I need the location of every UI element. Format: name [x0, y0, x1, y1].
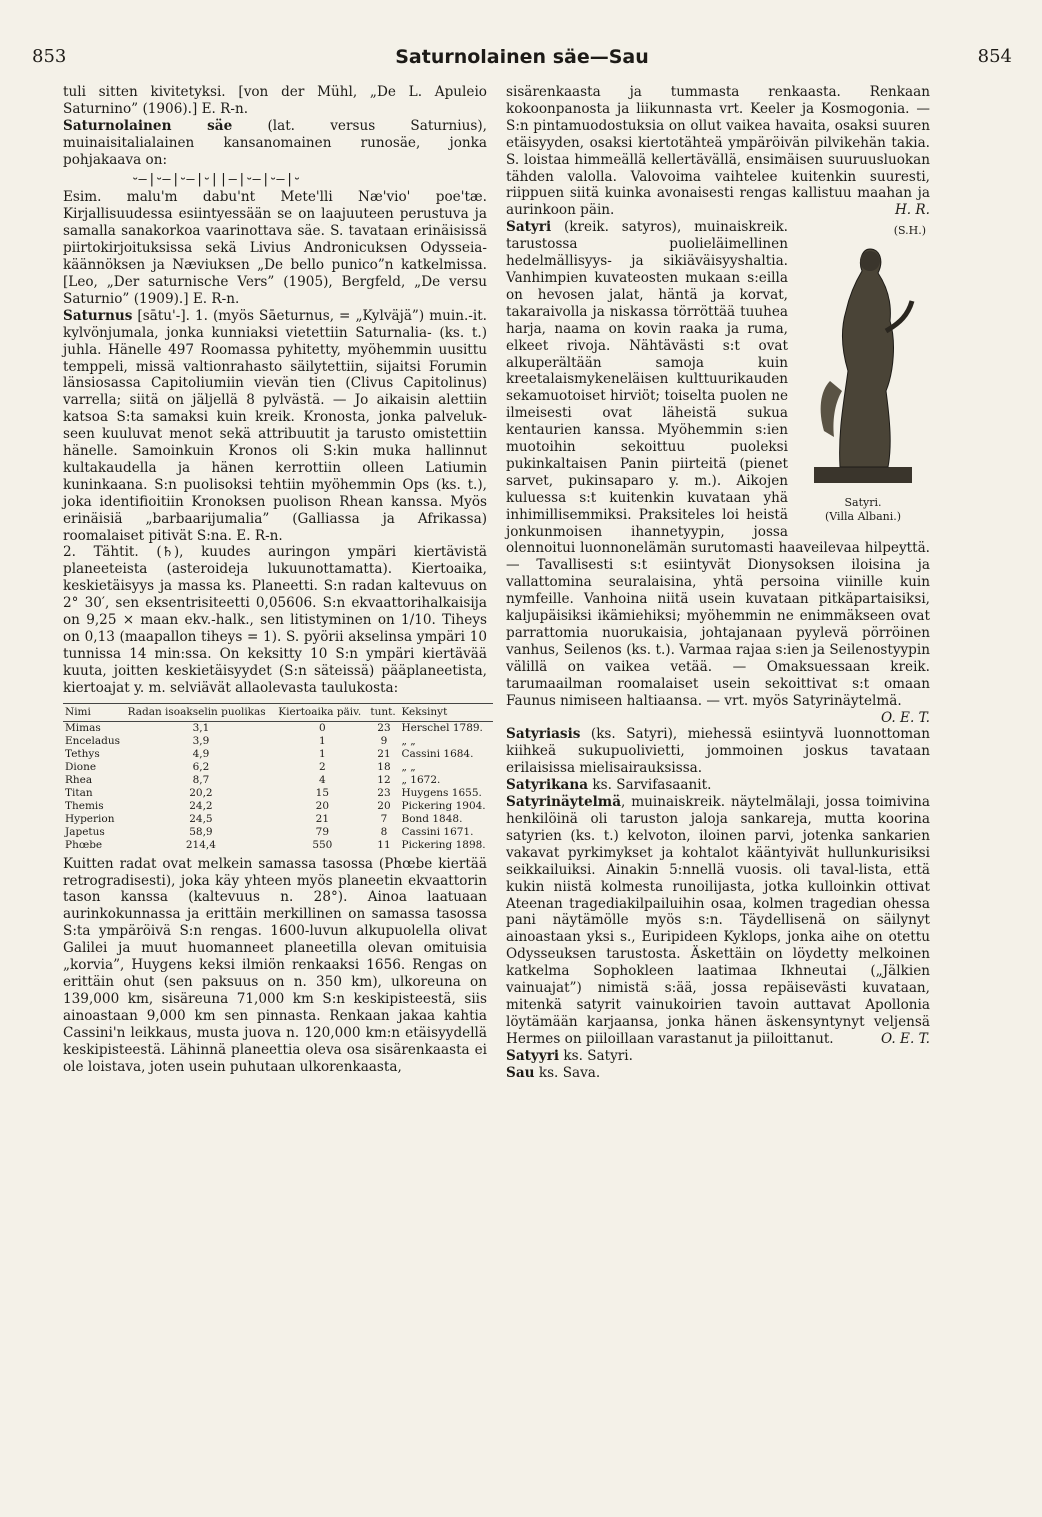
meter-scheme: ⏑–|⏑–|⏑–|⏑||–|⏑–|⏑–|⏑: [133, 170, 301, 187]
table-cell: 7: [380, 812, 388, 825]
table-cell: 21: [377, 747, 391, 760]
entry-text: , muinaiskreik. näytelmälaji, jossa toimivina henkilöinä oli taruston jaloja sankareja, mutta koorina satyrien (ks. t.) kelvoton, iloinen parvi, jotenka sankarien vakavat pyrkimykset ja kohtalot kääntyivät hullunkurisiksi seikkailuiksi. Ainakin 5:nnellä vuosis. oli taval-lista, että kukin niistä kolmesta runoilijasta, jotka kulloinkin ottivat Ateenan tragediakilpailuihin osaa, kolmen tragedian ohessa pani näytämölle myös s:n. Täydellisenä on säilynyt ainoastaan yksi s., Euripideen Kyklops, jonka aihe on otettu Odysseuksen tarustosta. Äskettäin on löydetty melkoinen katkelma Sophokleen laatimaa Ikhneutai („Jälkien vainuajat”) nimistä s:ää, jossa repäisevästi kuvataan, mitenkä satyrit vainukoirien tavoin auttavat Apollonia löytämään karjaansa, jonka hänen äskensyntynyt veljensä Hermes on piiloillaan varastanut ja piiloittanut.: [506, 794, 930, 1047]
table-cell: Huygens 1655.: [401, 786, 482, 799]
entry-headword: Satyrikana: [506, 777, 589, 794]
left-column: [63, 84, 487, 1075]
running-title: Saturnolainen säe—Sau: [395, 46, 649, 68]
table-header-row: [63, 703, 493, 721]
entry-text: (lat. versus Saturnius), muinaisitalialainen kansanomainen runosäe, jonka pohjakaava on:: [63, 117, 488, 168]
entry-sau: [506, 1065, 930, 1082]
table-cell: 9: [380, 734, 388, 747]
col-header-name: Nimi: [63, 703, 126, 721]
table-cell: Rhea: [65, 773, 93, 786]
table-cell: Pickering 1904.: [401, 799, 486, 812]
author-signature: O. E. T.: [881, 1030, 930, 1047]
table-cell: 20: [315, 799, 330, 812]
table-cell: Themis: [65, 799, 104, 812]
page-number-left: 853: [32, 46, 67, 67]
table-row: [63, 748, 493, 761]
table-row: [63, 774, 493, 787]
table-row: [63, 787, 493, 800]
table-row: [63, 735, 493, 748]
right-column: [506, 84, 930, 1081]
statue-head: [860, 251, 880, 271]
paragraph: Esim. malu'm dabu'nt Mete'lli Næ'vio' poe'tæ. Kirjallisuudessa esiintyessään se on laajuuteen perustuva ja samalla sanakorkoa vaarinottava säe. S. tavataan erinäisissä piirtokirjoituksissa sekä Livius Andronicuksen Odysseia-käännöksen ja Næviuksen „De bello punico”n katkelmissa. [Leo, „Der saturnische Vers” (1905), Bergfeld, „De versu Saturnio” (1909).] E. R-n.: [63, 189, 487, 307]
entry-satyrikana: [506, 777, 930, 794]
paragraph-text: sisärenkaasta ja tummasta renkaasta. Renkaan kokoonpanosta ja liikunnasta vrt. Keeler ja Kosmogonia. — S:n pintamuodostuksia on ollut vaikea havaita, osaksi suuren etäisyyden, osaksi kiertotähteä ympäröivän pilvikehän takia. S. loistaa himmeällä kellertävällä, ensimäisen suuruusluokan tähden valolla. Valovoima vaihtelee kuitenkin suuresti, riippuen siitä kuinka avonaisesti rengas kallistuu maahan ja aurinkoon päin.: [506, 84, 930, 219]
col-header-discoverer: Keksinyt: [400, 703, 494, 721]
entry-text: (kreik. satyros), muinaiskreik. tarustossa puolieläimellinen hedelmällisyys- ja sikiäväisyyshaltia. Vanhimpien kuvateosten mukaan s:eilla on hevosen jalat, häntä ja korvat, takaraivolla ja niskassa törröttää tuuhea harja, naama on kovin raaka ja ruma, elkeet rivoja. Nähtävästi s:t ovat alkuperältään samoja kuin kreetalaismykeneläisen kulttuurikauden sekamuotoiset hirviöt; toiselta puolen ne ilmeisesti ovat läheistä sukua kentaurien kanssa. Myöhemmin s:ien muotoihin sekoittuu puoleksi pukinkaltaisen Panin piirteitä (pienet sarvet, pukinsaparo y. m.). Aikojen kuluessa s:t kuitenkin kuvataan yhä inhimillisemmiksi. Praksiteles loi heistä jonkunmoisen ihannetyypin, jossa olennoitui luonnonelämän surutomasti haaveilevaa hilpeyttä. — Tavallisesti s:t esiintyvät Dionysoksen iloisina ja vallattomina seuralaisina, yhtä persoina viinille kuin nymfeille. Vanhoina niitä usein kuvataan pitkäpartaisiksi, kaljupäisiksi ikämiehiksi; myöhemmin ne enimmäkseen ovat parrattomia nuorukaisia, johtajanaan pyylevä pörröinen vanhus, Seilenos (ks. t.). Varmaa rajaa s:ien ja Seilenostyypin välillä on vaikea vetää. — Omaksuessaan kreik. tarumaailman roomalaiset usein sekoittivat s:t omaan Faunus nimiseen haltiaansa. — vrt. myös Satyrinäytelmä.: [506, 219, 930, 709]
table-cell: Tethys: [65, 747, 100, 760]
table-cell: Pickering 1898.: [401, 838, 486, 851]
table-cell: 3,1: [192, 721, 210, 734]
entry-text: [sātu'-]. 1. (myös Sāeturnus, = „Kylväjä”) muin.-it. kylvönjumala, jonka kunniaksi vietettiin Saturnalia- (ks. t.) juhla. Hänelle 497 Roomassa pyhitetty, myöhemmin uusittu temppeli, missä valtionrahasto säilytettiin, sijaitsi Forumin länsiosassa Capitoliumiin vievän tien (Clivus Capitolinus) varrella; siitä on jäljellä 8 pylvästä. — Jo aikaisin alettiin katsoa S:ta samaksi kuin kreik. Kronosta, jonka palveluk-seen kuuluvat menot sekä attribuutit ja tarusto omistettiin hänelle. Samoinkuin Kronos oli S:kin muka hallinnut kultakaudella ja hänen kerrottiin olleen Latiumin kuninkaana. S:n puolisoksi tehtiin myöhemmin Ops (ks. t.), joka identifioitiin Kronoksen puolison Rhean kanssa. Myös erinäisiä „barbaarijumalia” (Galliassa ja Afrikassa) roomalaiset pitivät S:na. E. R-n.: [63, 307, 487, 544]
figure-caption-source: (Villa Albani.): [824, 510, 902, 524]
table-cell: 3,9: [192, 734, 210, 747]
page-header: [32, 46, 1012, 74]
table-cell: 4,9: [192, 747, 210, 760]
col-header-hours: tunt.: [368, 703, 399, 721]
table-cell: 1: [319, 747, 326, 760]
table-cell: Cassini 1671.: [401, 825, 474, 838]
entry-text: ks. Sava.: [538, 1064, 601, 1081]
table-cell: 12: [377, 773, 391, 786]
table-cell: 4: [319, 773, 326, 786]
table-cell: Dione: [65, 760, 97, 773]
table-cell: Bond 1848.: [401, 812, 463, 825]
satyr-statue-illustration: [800, 241, 926, 491]
table-row: [63, 826, 493, 839]
page-number-right: 854: [977, 46, 1012, 67]
table-cell: 8: [380, 825, 388, 838]
table-cell: 11: [377, 838, 391, 851]
entry-satyrinaytelma: [506, 794, 930, 1048]
col-header-days: Kiertoaika päiv.: [276, 703, 368, 721]
entry-saturnolainen-sae: [63, 118, 487, 169]
table-cell: Phœbe: [65, 838, 103, 851]
table-cell: 214,4: [185, 838, 216, 851]
entry-headword: Saturnolainen säe: [63, 117, 233, 134]
author-signature: H. R.: [894, 202, 930, 219]
entry-headword: Sau: [506, 1064, 535, 1081]
entry-text: (ks. Satyri), miehessä esiintyvä luonnottoman kiihkeä sukupuolivietti, jommoinen joskus tavataan erilaisissa mielisairauksissa.: [506, 726, 930, 777]
table-cell: 79: [315, 825, 330, 838]
satyr-figure: [796, 225, 930, 539]
entry-satyyri: [506, 1048, 930, 1065]
table-cell: 24,5: [189, 812, 213, 825]
table-cell: „ 1672.: [401, 773, 441, 786]
table-cell: Mimas: [65, 721, 101, 734]
table-row: [63, 761, 493, 774]
paragraph: [506, 84, 930, 219]
table-cell: 58,9: [189, 825, 213, 838]
col-header-semiaxis: Radan isoakselin puolikas: [126, 703, 277, 721]
entry-text: ks. Sarvifasaanit.: [592, 777, 712, 794]
table-row: [63, 813, 493, 826]
table-cell: 18: [377, 760, 391, 773]
table-cell: 1: [319, 734, 326, 747]
entry-satyriasis: [506, 726, 930, 777]
table-cell: „ „: [401, 734, 416, 747]
table-cell: 20: [377, 799, 391, 812]
table-cell: Hyperion: [65, 812, 115, 825]
table-row: [63, 839, 493, 852]
table-cell: 20,2: [189, 786, 213, 799]
statue-base: [814, 467, 912, 483]
table-cell: 15: [315, 786, 330, 799]
table-cell: 8,7: [192, 773, 210, 786]
table-cell: 0: [319, 721, 326, 734]
figure-code: (S.H.): [893, 224, 926, 238]
statue-drapery: [821, 381, 842, 437]
statue-body: [840, 249, 894, 467]
table-cell: 23: [377, 786, 391, 799]
author-signature: O. E. T.: [881, 709, 930, 726]
table-cell: 6,2: [192, 760, 210, 773]
paragraph: 2. Tähtit. (♄), kuudes auringon ympäri kiertävistä planeeteista (asteroideja lukuunottamatta). Kiertoaika, keskietäisyys ja massa ks. Planeetti. S:n radan kaltevuus on 2° 30′, sen eksentrisiteetti 0,05606. S:n ekvaattorihalkaisija on 9,25 × maan ekv.-halk., sen litistyminen on 1/10. Tiheys on 0,13 (maapallon tiheys = 1). S. pyörii akselinsa ympäri 10 tunnissa 14 min:ssa. On keksitty 10 S:n ympäri kiertävää kuuta, joitten keskietäisyydet (S:n säteissä) pääplaneetista, kiertoajat y. m. selviävät allaolevasta taulukosta:: [63, 544, 487, 696]
entry-headword: Satyrinäytelmä: [506, 794, 622, 811]
table-cell: 21: [315, 812, 330, 825]
entry-headword: Saturnus: [63, 307, 133, 324]
entry-headword: Satyriasis: [506, 726, 581, 743]
table-cell: „ „: [401, 760, 416, 773]
entry-text: ks. Satyri.: [563, 1047, 633, 1064]
table-cell: 550: [312, 838, 333, 851]
table-row: [63, 800, 493, 813]
entry-headword: Satyri: [506, 219, 552, 236]
entry-headword: Satyyri: [506, 1047, 560, 1064]
table-cell: Enceladus: [65, 734, 121, 747]
table-cell: Japetus: [65, 825, 105, 838]
paragraph: Kuitten radat ovat melkein samassa tasossa (Phœbe kiertää retrogradisesti), joka käy yhteen myös planeetin ekvaattorin tason kanssa (kaltevuus n. 28°). Ainoa laatuaan aurinkokunnassa ja erittäin merkillinen on samassa tasossa S:ta ympäröivä S:n rengas. 1600-luvun alkupuolella olivat Galilei ja muut huomanneet planeetilla olevan omituisia „korvia”, Huygens keksi ilmiön renkaaksi 1656. Rengas on erittäin ohut (sen paksuus on n. 350 km), ulkoreuna on 139,000 km, sisäreuna 71,000 km S:n keskipisteestä, siis ainoastaan 9,000 km sen pinnasta. Renkaan jakaa kahtia Cassini'n leikkaus, musta juova n. 120,000 km:n etäisyydellä keskipisteestä. Lähinnä planeettia oleva osa sisärenkaasta ei ole loistava, joten usein puhutaan ulkorenkaasta,: [63, 855, 487, 1075]
table-cell: 24,2: [189, 799, 213, 812]
entry-saturnus: [63, 308, 487, 545]
table-row: [63, 721, 493, 735]
figure-caption: Satyri.: [844, 496, 882, 510]
table-cell: Herschel 1789.: [401, 721, 483, 734]
table-cell: Cassini 1684.: [401, 747, 474, 760]
paragraph: tuli sitten kivitetyksi. [von der Mühl, „De L. Apuleio Saturnino” (1906).] E. R-n.: [63, 84, 487, 117]
table-cell: Titan: [65, 786, 93, 799]
table-cell: 2: [319, 760, 326, 773]
moons-table: [63, 703, 493, 852]
table-cell: 23: [377, 721, 391, 734]
